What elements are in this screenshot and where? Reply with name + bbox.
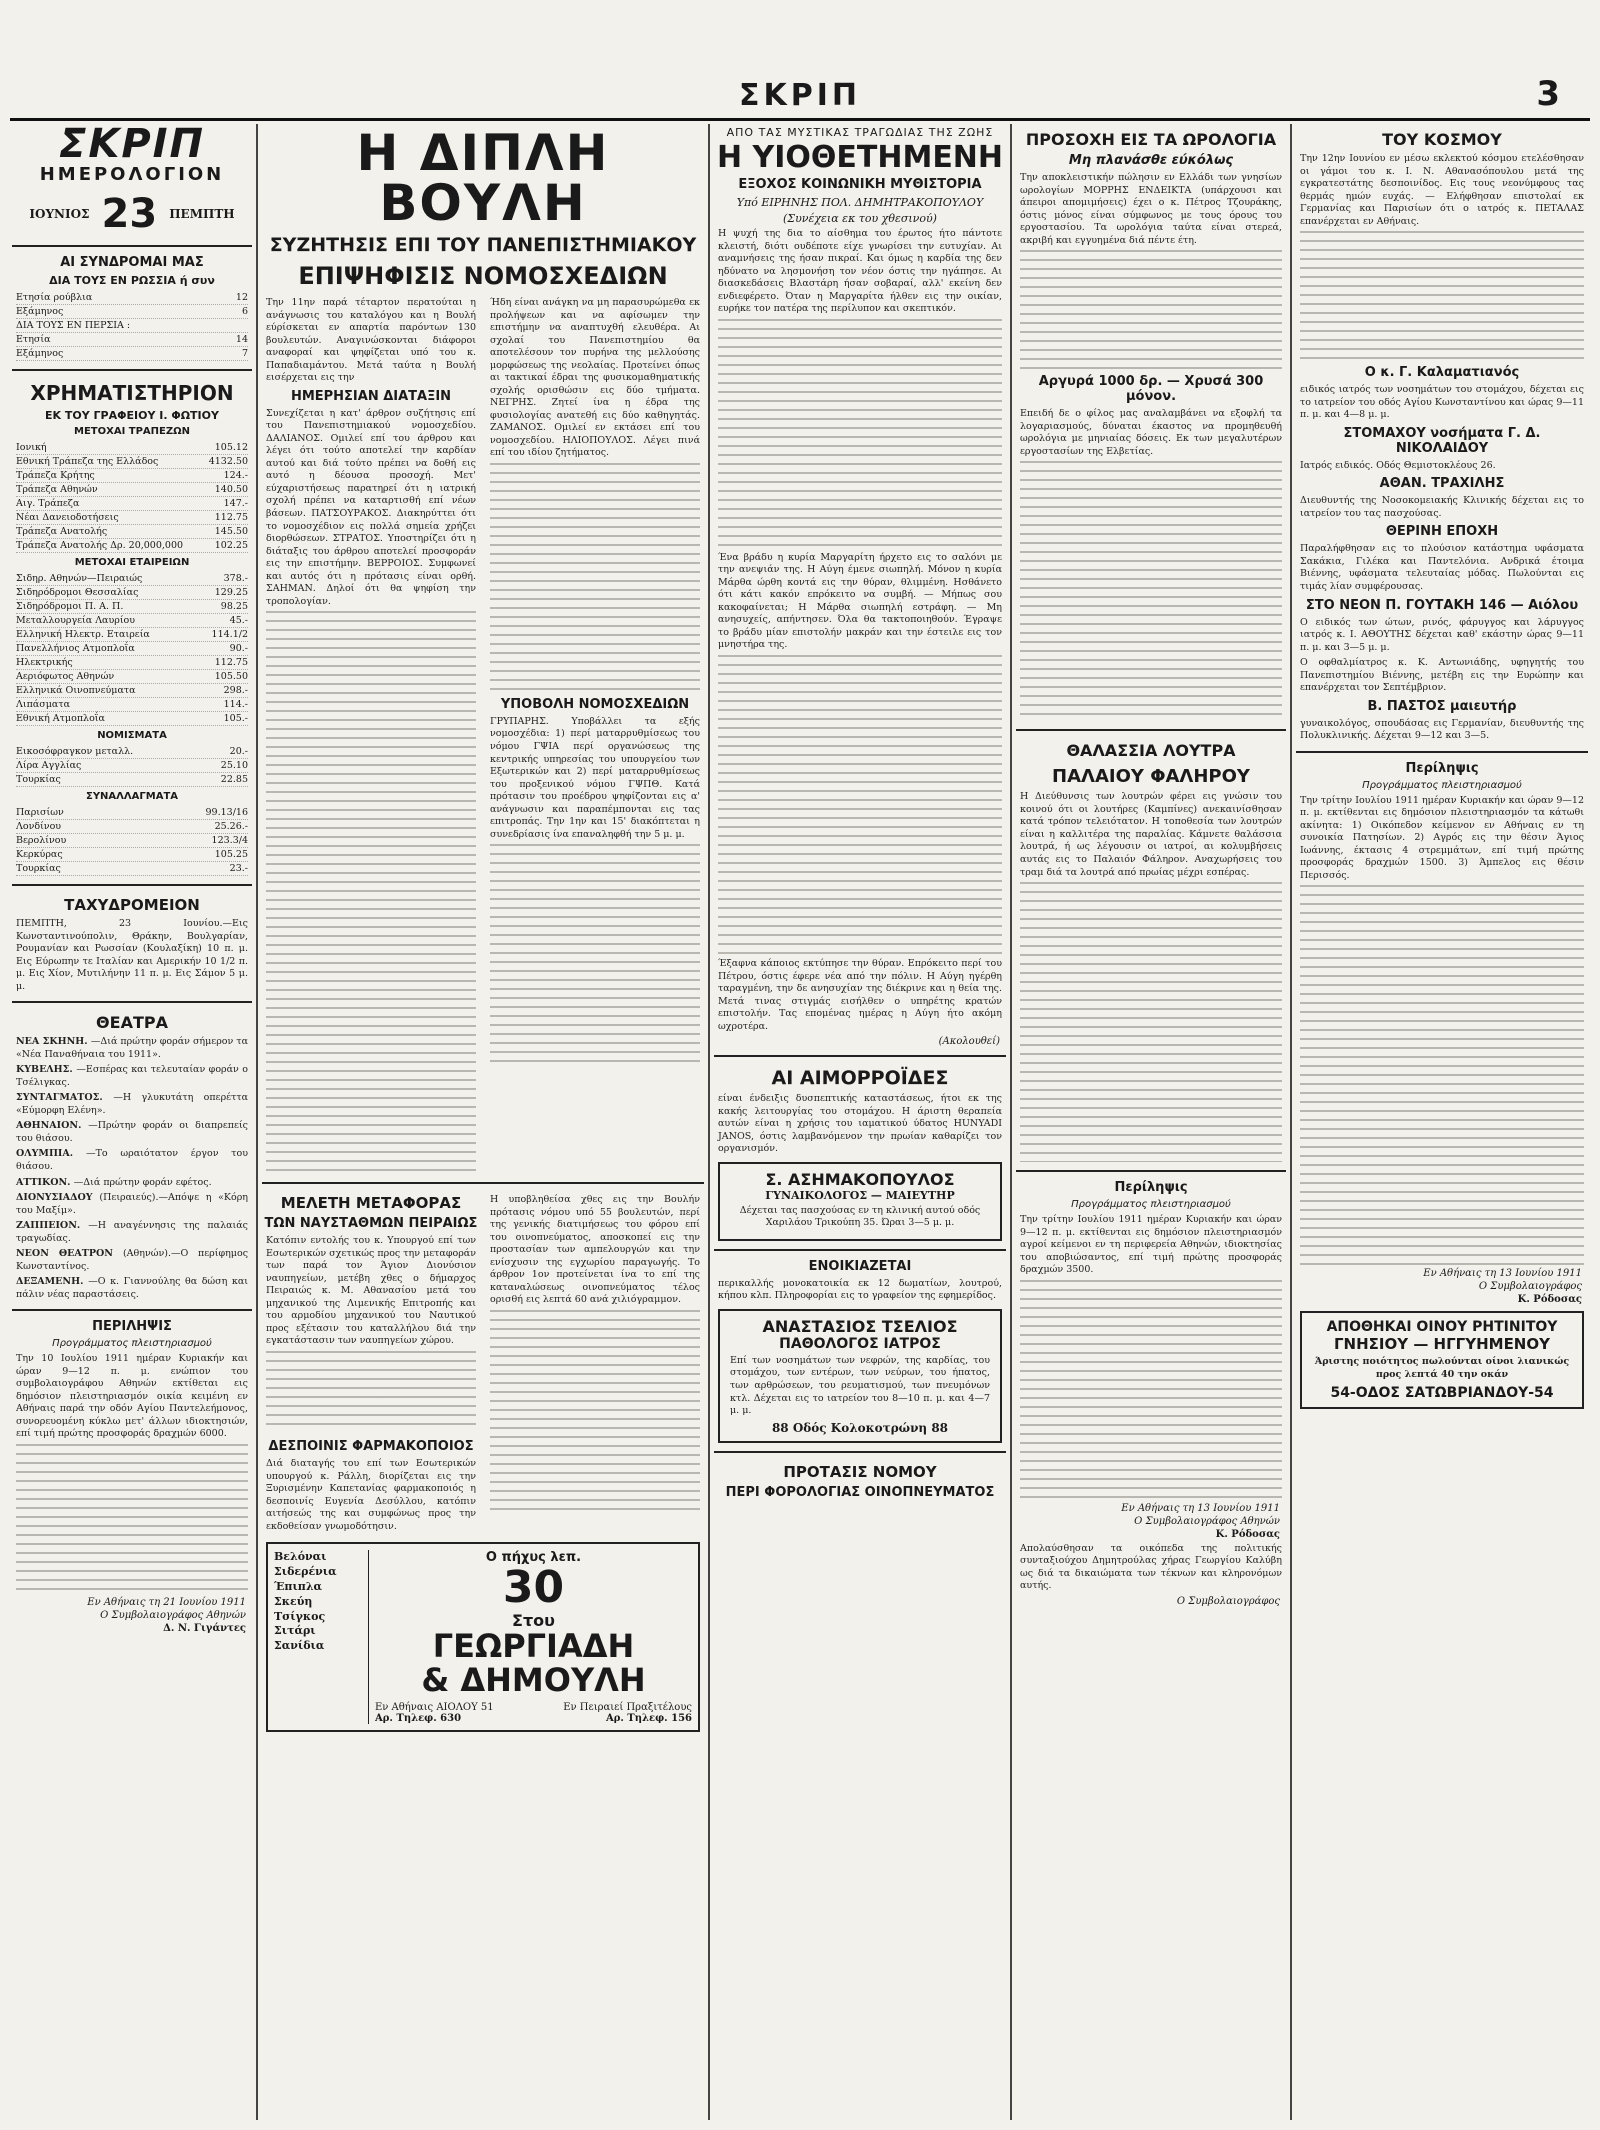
exchange-rate-label: Βερολίνου — [16, 835, 67, 846]
theatre-text: (Πειραιεύς).—Απόψε η «Κόρη του Μαξίμ». — [16, 1192, 248, 1216]
calendar-subtitle: ΗΜΕΡΟΛΟΓΙΟΝ — [39, 164, 225, 185]
program2-name: Κ. Ρόδοσας — [1517, 1294, 1582, 1306]
hemorrhoids-section — [714, 1055, 1006, 1156]
program-name: Κ. Ρόδοσας — [1215, 1528, 1280, 1540]
peril-subheading: Προγράμματος πλειστηριασμού — [52, 1338, 212, 1350]
page-number: 3 — [1536, 74, 1560, 114]
doctor-ad — [718, 1309, 1002, 1443]
program-sign: Ο Συμβολαιογράφος Αθηνών — [1134, 1515, 1280, 1527]
baths-section — [1016, 729, 1286, 1162]
company-share-label: Σιδηρ. Αθηνών—Πειραιώς — [16, 573, 143, 584]
column-rule — [1010, 124, 1012, 2120]
novel-headline: Η ΥΙΟΘΕΤΗΜΕΝΗ — [716, 140, 1004, 175]
company-share-value: 378.- — [223, 573, 248, 584]
company-share-value: 114.- — [223, 699, 248, 710]
theatre-text: —Πρώτην φοράν οι διαπρεπείς του θιάσου. — [16, 1120, 249, 1144]
doctor-name: ΑΝΑΣΤΑΣΙΟΣ ΤΣΕΛΙΟΣ — [762, 1316, 958, 1336]
subscription-label: Εξάμηνος — [16, 306, 64, 317]
gynecologist-title: ΓΥΝΑΙΚΟΛΟΓΟΣ — ΜΑΙΕΥΤΗΡ — [765, 1188, 955, 1202]
subscription-row — [16, 305, 248, 319]
column-rule — [256, 124, 258, 2120]
theatre-item — [16, 1276, 248, 1301]
bank-share-row — [16, 511, 248, 525]
exchange-rate-value: 25.26.- — [214, 821, 248, 832]
bank-share-label: Εθνική Τράπεζα της Ελλάδος — [16, 456, 159, 467]
watch-text-2: Επειδή δε ο φίλος μας αναλαμβάνει να εξοφλή τα λογαριασμούς, δύναται έκαστος να προμηθευθή ωρολόγια με μηνιαίας δόσεις. Εκ των μεγαλυτέρων εργοστασίων της Ελβετίας. — [1020, 408, 1282, 457]
column-society — [1296, 124, 1588, 2120]
subscription-label: ΔΙΑ ΤΟΥΣ ΕΝ ΠΕΡΣΙΑ : — [16, 320, 131, 331]
exchange-rate-label: Τουρκίας — [16, 863, 61, 874]
eye-doctor-text: Ο οφθαλμίατρος κ. Κ. Αντωνιάδης, υφηγητής του Πανεπιστημίου Βιέννης, μετέβη εις την Ευρώπην και επανέρχεται τον Σεπτέμβριον. — [1300, 657, 1584, 694]
company-share-row — [16, 698, 248, 712]
program2-section — [1296, 751, 1588, 1306]
bank-share-label: Τράπεζα Ανατολής — [16, 526, 108, 537]
doctor1-heading: Ο κ. Γ. Καλαματιανός — [1364, 365, 1520, 381]
wine-subheading: ΓΝΗΣΙΟΥ — ΗΓΓΥΗΜΕΝΟΥ — [1334, 1335, 1550, 1354]
program2-date: Εν Αθήναις τη 13 Ιουνίου 1911 — [1423, 1268, 1582, 1280]
fabric-ad-to: Στου — [512, 1611, 555, 1631]
peril-date: Εν Αθήναις τη 21 Ιουνίου 1911 — [87, 1597, 246, 1608]
subscription-value: 14 — [235, 334, 248, 345]
market-subheading: ΕΚ ΤΟΥ ΓΡΑΦΕΙΟΥ Ι. ΦΩΤΙΟΥ — [45, 409, 219, 422]
market-section — [12, 369, 252, 876]
bank-share-row — [16, 525, 248, 539]
watch-text: Την αποκλειστικήν πώλησιν εν Ελλάδι των γνησίων ωρολογίων ΜΟΡΡΗΣ ΕΝΔΕΙΚΤΑ (υπάρχουσι και άπειροι απομιμήσεις) έχει ο κ. Πέτρος Τζουράκης, όστις μόνος είναι σύμφωνος με τους όρους του εργοστασίου. Τα ωρολόγια ταύτα είναι στερεά, ακριβή και εγγυημένα διά πέντε έτη. — [1020, 172, 1282, 246]
theatre-item — [16, 1192, 248, 1217]
parliament-headline: Η ΔΙΠΛΗ ΒΟΥΛΗ — [356, 124, 610, 232]
bank-share-value: 102.25 — [214, 540, 248, 551]
novel-text-lines — [718, 319, 1002, 549]
fabric-ad-item-list — [274, 1550, 369, 1723]
wine-ad — [1300, 1311, 1584, 1408]
exchange-rate-value: 23.- — [229, 863, 248, 874]
subscriptions-heading: ΑΙ ΣΥΝΔΡΟΜΑΙ ΜΑΣ — [60, 255, 204, 270]
fabric-ad-phone-right: Αρ. Τηλεφ. 156 — [605, 1712, 692, 1724]
ent-doctor-text: Ο ειδικός των ώτων, ρινός, φάρυγγος και λάρυγγος ιατρός κ. Ι. ΑΘΟΥΤΗΣ δέχεται καθ' εκάστην ώρας 9—11 π. μ. και 3—5 μ. μ. — [1300, 616, 1584, 653]
calendar-month: ΙΟΥΝΙΟΣ — [29, 207, 90, 221]
theatre-name: ΑΘΗΝΑΙΟΝ. — [16, 1120, 89, 1132]
pharm-text: Διά διαταγής του επί των Εσωτερικών υπουργού κ. Ράλλη, διορίζεται εις την Ξυρισμένην Καπετανίας φαρμακοποιός η δεσποινίς Ευγενία Δεσύλλου, κατόπιν αιτήσεώς της και συμφώνως προς την εκδοθείσαν γνωμοδότησιν. — [266, 1458, 476, 1532]
parliament-subhead-2: ΕΠΙΨΗΦΙΣΙΣ ΝΟΜΟΣΧΕΔΙΩΝ — [298, 262, 668, 290]
company-share-value: 105.- — [223, 713, 248, 724]
theatre-text: —Εσπέρας και τελευταίαν φοράν ο Τσέλιγκας. — [16, 1064, 248, 1088]
fabric-ad-price: 30 — [502, 1562, 565, 1614]
bank-share-label: Τράπεζα Κρήτης — [16, 470, 95, 481]
exchange-rate-label: Παρισίων — [16, 807, 64, 818]
society-heading: ΤΟΥ ΚΟΣΜΟΥ — [1382, 130, 1502, 149]
theatre-item — [16, 1092, 248, 1117]
peril-text: Την 10 Ιουλίου 1911 ημέραν Κυριακήν και ώραν 9—12 π. μ. ενώπιον του συμβολαιογράφου Αθηνών εκτίθεται εις δημόσιον πλειστηριασμόν οικία κειμένη εν Αθήναις παρά την οδόν Αγίου Παντελεήμονος, συνορευομένη κύκλω μετ' άλλων ιδιοκτησιών, επί τιμή πρώτης προσφοράς δραχμών 6000. — [16, 1353, 248, 1440]
hemorrhoids-heading: ΑΙ ΑΙΜΟΡΡΟΪΔΕΣ — [771, 1067, 949, 1090]
novel-signoff: (Ακολουθεί) — [938, 1036, 1000, 1048]
parliament-lead: Την 11ην παρά τέταρτον περατούται η ανάγνωσις του καταλόγου και η Βουλή εύρίσκεται εν απαρτία παρόντων 130 βουλευτών. Αναγινώσκονται διάφοροι αναφοραί και ψηφίζεται υπό του κ. Παπαδιαμάντου. Μετά ταύτα η Βουλή εισέρχεται εις την — [266, 297, 476, 384]
novel-kicker: ΑΠΟ ΤΑΣ ΜΥΣΤΙΚΑΣ ΤΡΑΓΩΔΙΑΣ ΤΗΣ ΖΩΗΣ — [726, 126, 994, 139]
gyn-text: γυναικολόγος, σπουδάσας εις Γερμανίαν, διευθυντής της Πολυκλινικής. Δέχεται 9—12 και 3—5. — [1300, 717, 1584, 742]
tax-bill-heading: ΠΡΟΤΑΣΙΣ ΝΟΜΟΥ — [783, 1462, 937, 1481]
theatre-text: —Η γλυκυτάτη οπερέττα «Εύμορφη Ελένη». — [16, 1092, 248, 1116]
calendar-logo: ΣΚΡΙΠ — [59, 124, 205, 167]
company-share-label: Ηλεκτρικής — [16, 657, 73, 668]
theatre-name: ΝΕΟΝ ΘΕΑΤΡΟΝ — [16, 1248, 123, 1260]
calendar-day: 23 — [101, 191, 158, 237]
companies-list — [16, 572, 248, 726]
fx-heading: ΣΥΝΑΛΛΑΓΜΑΤΑ — [85, 791, 179, 802]
bank-share-label: Αιγ. Τράπεζα — [16, 498, 80, 509]
calendar-box — [12, 124, 252, 237]
parliament-text-lines-3 — [490, 844, 700, 1064]
company-share-row — [16, 614, 248, 628]
bank-share-row — [16, 483, 248, 497]
theatre-text: (Αθηνών).—Ο περίφημος Κωνσταντίνος. — [16, 1248, 249, 1272]
bank-share-label: Τράπεζα Ανατολής Δρ. 20,000,000 — [16, 540, 184, 551]
society-text-lines — [1300, 231, 1584, 361]
theatre-name: ΑΤΤΙΚΟΝ. — [16, 1176, 74, 1188]
exchange-rate-value: 123.3/4 — [211, 835, 248, 846]
tabled-bills-heading: ΥΠΟΒΟΛΗ ΝΟΜΟΣΧΕΔΙΩΝ — [500, 696, 690, 712]
fabric-ad-name-1: ΓΕΩΡΓΙΑΔΗ — [432, 1627, 635, 1666]
summer-text: Παραλήφθησαν εις το πλούσιον κατάστημα υφάσματα Σακάκια, Γιλέκα και Παντελόνια. Ανδρικά έτοιμα Βιέννης, υφάσματα τελευταίας μόδας. Πωλούνται εις τιμάς λίαν συμφέρουσας. — [1300, 543, 1584, 592]
fabric-ad — [266, 1542, 700, 1731]
study-heading: ΜΕΛΕΤΗ ΜΕΤΑΦΟΡΑΣ — [280, 1194, 462, 1213]
coin-row — [16, 773, 248, 787]
novel-body-2: Ένα βράδυ η κυρία Μαργαρίτη ήρχετο εις το σαλόνι με την ανεψιάν της. Η Αύγη έμενε σιωπηλή. Μόνον η κυρία Μάρθα ώρθη κοντά εις την θύραν, θλιμμένη. Ησθάνετο ότι κάτι κακόν επρόκειτο να συμβή. — Μήπως σου κακοφαίνεται; Η Μάρθα σιωπηλή εστράφη. — Μη ανησυχείς, απήντησεν. Όλα θα τακτοποιηθούν. Έγραψε το βράδυ μίαν επιστολήν μακράν και την έστειλε εις τον μνηστήρα της. — [718, 551, 1002, 651]
program-subheading: Προγράμματος πλειστηριασμού — [1071, 1199, 1231, 1211]
fabric-ad-top: Ο πήχυς λεπ. — [485, 1550, 582, 1566]
company-share-row — [16, 586, 248, 600]
bank-share-row — [16, 441, 248, 455]
day-order-heading: ΗΜΕΡΗΣΙΑΝ ΔΙΑΤΑΞΙΝ — [290, 388, 452, 404]
fabric-ad-addresses — [375, 1702, 692, 1713]
bank-share-value: 145.50 — [214, 526, 248, 537]
post-heading: ΤΑΧΥΔΡΟΜΕΙΟΝ — [64, 896, 200, 914]
theatre-item — [16, 1148, 248, 1173]
bank-share-value: 112.75 — [214, 512, 248, 523]
company-share-row — [16, 642, 248, 656]
subscriptions-list — [16, 291, 248, 361]
company-share-label: Εθνική Ατμοπλοΐα — [16, 713, 105, 724]
doctor2-text: Ιατρός ειδικός. Οδός Θεμιστοκλέους 26. — [1300, 459, 1496, 471]
subscription-row — [16, 347, 248, 361]
pharm-heading: ΔΕΣΠΟΙΝΙΣ ΦΑΡΜΑΚΟΠΟΙΟΣ — [268, 1439, 474, 1454]
bank-share-value: 147.- — [223, 498, 248, 509]
company-share-label: Λιπάσματα — [16, 699, 70, 710]
wine-heading: ΑΠΟΘΗΚΑΙ ΟΙΝΟΥ ΡΗΤΙΝΙΤΟΥ — [1326, 1319, 1558, 1336]
watch-prices: Αργυρά 1000 δρ. — Χρυσά 300 μόνον. — [1038, 374, 1264, 405]
novel-body-3: Έξαφνα κάποιος εκτύπησε την θύραν. Επρόκειτο περί του Πέτρου, όστις έφερε νέα από την πόλιν. Η Αύγη ηγέρθη ταραγμένη, την δε ανησυχίαν της διέκρινε και η θεία της. Μετά τινας στιγμάς εισήλθεν ο υπηρέτης κρατών επιστολήν. Τας επομένας ημέρας η Αύγη ήτο ακόμη ωχροτέρα. — [718, 957, 1002, 1032]
company-share-row — [16, 572, 248, 586]
bank-share-value: 105.12 — [214, 442, 248, 453]
clinic-text: Διευθυντής της Νοσοκομειακής Κλινικής δέχεται εις το ιατρείον του τας πασχούσας. — [1300, 495, 1584, 519]
banks-list — [16, 441, 248, 553]
novel-text-lines-2 — [718, 655, 1002, 955]
coins-list — [16, 745, 248, 787]
theatre-name: ΔΙΟΝΥΣΙΑΔΟΥ — [16, 1192, 100, 1204]
clinic-heading: ΑΘΑΝ. ΤΡΑΧΙΛΗΣ — [1379, 476, 1505, 492]
watch-text-lines-2 — [1020, 461, 1282, 721]
exchange-rate-value: 99.13/16 — [205, 807, 248, 818]
auction-sign: Ο Συμβολαιογράφος — [1176, 1595, 1280, 1607]
baths-heading: ΘΑΛΑΣΣΙΑ ΛΟΥΤΡΑ — [1066, 741, 1236, 761]
company-share-value: 298.- — [223, 685, 248, 696]
tax-continued: Η υποβληθείσα χθες εις την Βουλήν πρότασις νόμου υπό 55 βουλευτών, περί της γενικής διατιμήσεως του φόρου επί του οινοπνεύματος, αποσκοπεί εις την προστασίαν των αμπελουργών και την ενίσχυσιν της εγχωρίου παραγωγής. Το άρθρον 1ον προτείνεται ίνα το επί της καταναλώσεως οινοπνεύματος τέλος ορισθή εις λεπτά 60 ανά χιλιόγραμμον. — [490, 1194, 700, 1306]
exchange-rate-row — [16, 820, 248, 834]
banks-heading: ΜΕΤΟΧΑΙ ΤΡΑΠΕΖΩΝ — [74, 426, 190, 437]
baths-text-lines — [1020, 882, 1282, 1162]
study-text: Κατόπιν εντολής του κ. Υπουργού επί των Εσωτερικών σχετικώς προς την μεταφοράν των παρά τον Άγιον Διονύσιον ναυπηγείων, μετέβη χθες ο δήμαρχος Πειραιώς κ. Μ. Αθανασίου μετά του μηχανικού της Λιμενικής Επιτροπής και του αρμοδίου μηχανικού του Ναυτικού προς εξέτασιν του καταλλήλου διά την εγκατάστασιν των ναυπηγείων χώρου. — [266, 1235, 476, 1347]
exchange-rate-label: Λονδίνου — [16, 821, 62, 832]
fabric-ad-item: Σιτάρι — [274, 1624, 316, 1638]
bank-share-row — [16, 497, 248, 511]
companies-heading: ΜΕΤΟΧΑΙ ΕΤΑΙΡΕΙΩΝ — [74, 557, 190, 568]
company-share-row — [16, 656, 248, 670]
column-novel — [714, 124, 1006, 2120]
coins-heading: ΝΟΜΙΣΜΑΤΑ — [97, 730, 167, 741]
fabric-ad-phone-left: Αρ. Τηλεφ. 630 — [375, 1712, 462, 1724]
subscription-value: 12 — [235, 292, 248, 303]
column-rule — [708, 124, 710, 2120]
parliament-body-1: Συνεχίζεται η κατ' άρθρον συζήτησις επί του Πανεπιστημιακού νομοσχεδίου. ΔΑΛΙΑΝΟΣ. Ομιλεί επί του άρθρου και λέγει ότι τούτο αποτελεί την καρδίαν αυτού και διά τούτο πρέπει να δοθή εις αυτό η δέουσα προσοχή. Μετ' εύχαριστήσεως παρατηρεί ότι η ιατρική σχολή πρέπει να καταρτισθή επί νέων βάσεων. ΠΑΤΣΟΥΡΑΚΟΣ. Διακηρύττει ότι το νομοσχέδιον εις πολλά σημεία χρήζει διορθώσεων. ΣΤΡΑΤΟΣ. Υποστηρίζει ότι η διάταξις του άρθρου αποτελεί προσφοράν εις την επιστήμην. ΒΕΡΡΟΙΟΣ. Συμφωνεί και αυτός ότι η πρότασις είναι ορθή. ΣΑΗΜΑΝ. Δηλοί ότι θα ψηφίση την τροπολογίαν. — [266, 407, 476, 607]
program-text-lines — [1020, 1280, 1282, 1500]
exchange-rate-row — [16, 834, 248, 848]
subscription-label: Ετησία — [16, 334, 51, 345]
tax-bill-subheading: ΠΕΡΙ ΦΟΡΟΛΟΓΙΑΣ ΟΙΝΟΠΝΕΥΜΑΤΟΣ — [725, 1484, 995, 1500]
company-share-label: Σιδηρόδρομοι Θεσσαλίας — [16, 587, 139, 598]
tax-bill-section — [714, 1451, 1006, 1500]
summer-heading: ΘΕΡΙΝΗ ΕΠΟΧΗ — [1385, 524, 1499, 540]
bank-share-value: 4132.50 — [208, 456, 248, 467]
peril-text-lines — [16, 1444, 248, 1594]
watch-heading: ΠΡΟΣΟΧΗ ΕΙΣ ΤΑ ΩΡΟΛΟΓΙΑ — [1025, 130, 1277, 149]
coin-value: 20.- — [229, 746, 248, 757]
theatre-text: —Το ωραιότατον έργον του θιάσου. — [16, 1148, 248, 1172]
novel-byline: Υπό ΕΙΡΗΝΗΣ ΠΟΛ. ΔΗΜΗΤΡΑΚΟΠΟΥΛΟΥ — [736, 196, 984, 209]
exchange-rate-value: 105.25 — [214, 849, 248, 860]
baths-text: Η Διεύθυνσις των λουτρών φέρει εις γνώσιν του κοινού ότι οι λουτήρες (Καμπίνες) ανεκαινίσθησαν κατά τρόπον τελειότατον. Η τοποθεσία των λουτρών είναι η καλλιτέρα της παραλίας. Κάμνετε θαλάσσια λουτρά, ή ως λέγουσιν οι ιατροί, αι κολυμβήσεις αυτάς εις το Παλαιόν Φάληρον. Αναχωρήσεις του τραμ διά τα λουτρά από πρωίας μέχρι εσπέρας. — [1020, 791, 1282, 878]
fabric-ad-address-left: Εν Αθήναις ΑΙΟΛΟΥ 51 — [375, 1701, 494, 1713]
program-text: Την τρίτην Ιουλίου 1911 ημέραν Κυριακήν και ώραν 9—12 π. μ. εκτίθενται εις δημόσιον πλειστηριασμόν αγροί κείμενοι εν τη περιφερεία Αθηνών, ιδιοκτησίας του αποβιώσαντος, επί τιμή πρώτης προσφοράς δραχμών 3500. — [1020, 1214, 1282, 1276]
study-text-lines — [266, 1351, 476, 1431]
masthead-rule — [10, 118, 1590, 121]
tax-text-lines — [490, 1310, 700, 1510]
lower-articles — [262, 1182, 704, 1536]
company-share-row — [16, 600, 248, 614]
theatre-name: ΟΛΥΜΠΙΑ. — [16, 1148, 87, 1160]
calendar-weekday: ΠΕΜΠΤΗ — [169, 207, 235, 221]
column-calendar — [12, 124, 252, 2120]
novel-continued: (Συνέχεια εκ του χθεσινού) — [783, 212, 937, 225]
doctor-title: ΠΑΘΟΛΟΓΟΣ ΙΑΤΡΟΣ — [779, 1335, 941, 1352]
fabric-ad-phones — [375, 1713, 692, 1724]
parliament-subhead: ΣΥΖΗΤΗΣΙΣ ΕΠΙ ΤΟΥ ΠΑΝΕΠΙΣΤΗΜΙΑΚΟΥ — [269, 234, 697, 256]
parliament-body-2: Ήδη είναι ανάγκη να μη παρασυρώμεθα εκ προλήψεων και να αφίσωμεν την επιστήμην να αναπτυχθή ελευθέρα. Αι σχολαί του Πανεπιστημίου θα αποτελέσουν τον πυρήνα της μελλούσης μορφώσεως της νεολαίας. Προτείνει όπως αι τακτικαί έδραι της φυσικομαθηματικής σχολής ορισθώσιν εις δύο τμήματα. ΝΕΓΡΗΣ. Ζητεί ίνα η έδρα της φυσιολογίας ανατεθή εις δύο καθηγητάς. ΖΑΜΑΝΟΣ. Ομιλεί εν εκτάσει επί του νομοσχεδίου. ΗΛΙΟΠΟΥΛΟΣ. Λέγει πινά επί του ιδίου ζητήματος. — [490, 297, 700, 459]
wine-address: 54-ΟΔΟΣ ΣΑΤΩΒΡΙΑΝΔΟΥ-54 — [1330, 1384, 1554, 1401]
theatre-item — [16, 1248, 248, 1273]
doctor-text: Επί των νοσημάτων των νεφρών, της καρδίας, του στομάχου, των εντέρων, των νεύρων, του ήπατος, των αρθρώσεων, του ρευματισμού, των πνευμόνων κτλ. Δέχεται εις το ιατρείον του 8—10 π. μ. και 4—7 μ. μ. — [730, 1354, 990, 1417]
company-share-value: 45.- — [229, 615, 248, 626]
coin-label: Εικοσόφραγκον μεταλλ. — [16, 746, 134, 757]
gynecologist-text: Δέχεται τας πασχούσας εν τη κλινική αυτού οδός Χαριλάου Τρικούπη 35. Ώραι 3—5 μ. μ. — [739, 1204, 981, 1229]
masthead-title: ΣΚΡΙΠ — [739, 78, 861, 113]
program2-text-lines — [1300, 885, 1584, 1265]
program2-subheading: Προγράμματος πλειστηριασμού — [1362, 779, 1522, 791]
program2-text: Την τρίτην Ιουλίου 1911 ημέραν Κυριακήν και ώραν 9—12 π. μ. εκτίθενται εις δημόσιον πλειστηριασμόν τα κάτωθι ακίνητα: 1) Οικόπεδον κείμενον εν Αθήναις εν τη συνοικία Πατησίων. 2) Αγρός εις την θέσιν Άγιος Ιωάννης, έκτασις 4 στρεμμάτων, επί τιμή πρώτης προσφοράς δραχμών 1500. 3) Άμπελος εις θέσιν Περισσός. — [1300, 794, 1584, 881]
coin-row — [16, 745, 248, 759]
doctor2-heading: ΣΤΟΜΑΧΟΥ νοσήματα Γ. Δ. ΝΙΚΟΛΑΙΔΟΥ — [1343, 425, 1541, 456]
auction-text: Απολαύσθησαν τα οικόπεδα της πολιτικής συνταξιούχου Δημητρούλας χήρας Γεωργίου Καλύβη ως διά τα δικαιώματα των τέκνων και κληρονόμων αυτής. — [1020, 1542, 1282, 1592]
fabric-ad-item: Σιδερένια — [274, 1565, 337, 1579]
market-heading: ΧΡΗΜΑΤΙΣΤΗΡΙΟΝ — [30, 381, 234, 405]
theatre-text: —Η αναγέννησις της παλαιάς τραγωδίας. — [16, 1220, 248, 1244]
exchange-rate-label: Κερκύρας — [16, 849, 63, 860]
bank-share-row — [16, 455, 248, 469]
company-share-value: 98.25 — [220, 601, 248, 612]
post-text: ΠΕΜΠΤΗ, 23 Ιουνίου.—Εις Κωνσταντινούπολιν, Θράκην, Βουλγαρίαν, Ρουμανίαν και Ρωσσίαν (Κουλαξίκη) 10 π. μ. Εις Εύρωπην τε Ιταλίαν και Αμερικήν 10 1/2 π. μ. Εις Χίον, Μυτιλήνην 11 π. μ. Εις Σάμον 5 μ. μ. — [16, 918, 248, 992]
company-share-label: Σιδηρόδρομοι Π. Α. Π. — [16, 601, 124, 612]
fabric-ad-item: Έπιπλα — [274, 1579, 323, 1593]
bank-share-value: 140.50 — [214, 484, 248, 495]
theatre-heading: ΘΕΑΤΡΑ — [96, 1013, 168, 1033]
coin-label: Λίρα Αγγλίας — [16, 760, 82, 771]
program-heading: Περίληψις — [1114, 1180, 1188, 1196]
theatre-list — [12, 1036, 252, 1301]
peril-sign: Ο Συμβολαιογράφος Αθηνών — [100, 1610, 246, 1621]
column-rule — [1290, 124, 1292, 2120]
program2-heading: Περίληψις — [1405, 760, 1479, 776]
theatre-text: —Διά πρώτην φοράν σήμερον τα «Νέα Παναθήναια του 1911». — [16, 1036, 249, 1060]
theatre-item — [16, 1120, 248, 1145]
rent-heading: ΕΝΟΙΚΙΑΖΕΤΑΙ — [808, 1258, 912, 1274]
peril-heading: ΠΕΡΙΛΗΨΙΣ — [92, 1319, 172, 1335]
fabric-ad-item: Βελόναι — [274, 1550, 327, 1564]
parliament-body-3: ΓΡΥΠΑΡΗΣ. Υποβάλλει τα εξής νομοσχέδια: 1) περί ματαρρυθμίσεως του νόμου ΓΨΙΑ περί οργανώσεως της κεντρικής υπηρεσίας του υπουργείου των Εξωτερικών και 2) περί ματαρρυθμίσεως του προξενικού νόμου ΓΨΠΘ. Κατά πρότασιν του προέδρου ψηφίζονται εις α' ανάγνωσιν και παραπέμπονται εις τας επιτροπάς. Την 1ην και 15' διακόπτεται η συνεδρίασις ίνα επαναληφθή την 5 μ. μ. — [490, 715, 700, 840]
baths-subheading: ΠΑΛΑΙΟΥ ΦΑΛΗΡΟΥ — [1052, 766, 1250, 788]
company-share-label: Μεταλλουργεία Λαυρίου — [16, 615, 136, 626]
gynecologist-name: Σ. ΑΣΗΜΑΚΟΠΟΥΛΟΣ — [765, 1169, 955, 1189]
theatre-name: ΝΕΑ ΣΚΗΝΗ. — [16, 1036, 91, 1048]
study-subheading: ΤΩΝ ΝΑΥΣΤΑΘΜΩΝ ΠΕΙΡΑΙΩΣ — [264, 1216, 478, 1232]
company-share-row — [16, 684, 248, 698]
company-share-value: 112.75 — [214, 657, 248, 668]
coin-row — [16, 759, 248, 773]
gyn-heading: Β. ΠΑΣΤΟΣ μαιευτήρ — [1367, 698, 1517, 714]
hemorrhoids-text: είναι ένδειξις δυσπεπτικής καταστάσεως, ήτοι εκ της κακής λειτουργίας του στομάχου. Η άριστη θεραπεία αυτών είναι η χρήσις του ιαματικού ύδατος HUNYADI JANOS, όστις λαμβανόμενον την πρωίαν καθαρίζει τον οργανισμόν. — [718, 1093, 1002, 1155]
coin-value: 22.85 — [220, 774, 248, 785]
coin-value: 25.10 — [220, 760, 248, 771]
fabric-ad-name-2: & ΔΗΜΟΥΛΗ — [421, 1660, 646, 1699]
fabric-ad-item: Σκεύη — [274, 1594, 313, 1608]
fx-list — [16, 806, 248, 876]
company-share-label: Αεριόφωτος Αθηνών — [16, 671, 115, 682]
society-text: Την 12ην Ιουνίου εν μέσω εκλεκτού κόσμου ετελέσθησαν οι γάμοι του κ. Ι. Ν. Αθανασόπουλου μετά της εγκρατεστάτης δεσποινίδος. Εις τους νεονύμφους τας θερμάς ημών ευχάς. — Ελήφθησαν επιστολαί εκ Γερμανίας και Παρισίων ότι ο ιατρός κ. ΠΕΤΑΛΑΣ επανέρχεται εν Αθήναις. — [1300, 153, 1584, 227]
company-share-value: 129.25 — [214, 587, 248, 598]
exchange-rate-row — [16, 848, 248, 862]
company-share-row — [16, 712, 248, 726]
watch-text-lines — [1020, 250, 1282, 370]
theatre-name: ΚΥΒΕΛΗΣ. — [16, 1064, 77, 1076]
theatre-item — [16, 1177, 248, 1190]
exchange-rate-row — [16, 806, 248, 820]
subscriptions-section — [12, 245, 252, 361]
program2-sign: Ο Συμβολαιογράφος — [1478, 1281, 1582, 1293]
parliament-text-lines — [266, 611, 476, 1171]
bank-share-label: Ιονική — [16, 442, 47, 453]
company-share-label: Πανελλήνιος Ατμοπλοΐα — [16, 643, 135, 654]
company-share-row — [16, 670, 248, 684]
parliament-text-lines-2 — [490, 463, 700, 693]
peril-name: Δ. Ν. Γιγάντες — [163, 1623, 246, 1634]
bank-share-label: Νέαι Δανειοδοτήσεις — [16, 512, 119, 523]
theatre-text: —Ο κ. Γιαννούλης θα δώση και πάλιν νέας παραστάσεις. — [16, 1276, 248, 1300]
theatre-text: —Διά πρώτην φοράν εφέτος. — [73, 1176, 212, 1188]
wine-text: Άριστης ποιότητος πωλούνται οίνοι λιανικώς προς λεπτά 40 την οκάν — [1314, 1356, 1570, 1380]
theatre-name: ΔΕΞΑΜΕΝΗ. — [16, 1276, 89, 1288]
post-section — [12, 884, 252, 993]
doctor1-text: ειδικός ιατρός των νοσημάτων του στομάχου, δέχεται εις το ιατρείον του οδός Αγίου Κωνσταντίνου και ώρας 9—11 π. μ. και 4—8 μ. μ. — [1300, 384, 1584, 421]
company-share-value: 90.- — [229, 643, 248, 654]
company-share-label: Ελληνικά Οινοπνεύματα — [16, 685, 136, 696]
subscriptions-subheading: ΔΙΑ ΤΟΥΣ ΕΝ ΡΩΣΣΙΑ ή συν — [49, 274, 215, 287]
company-share-label: Ελληνική Ηλεκτρ. Εταιρεία — [16, 629, 150, 640]
bank-share-label: Τράπεζα Αθηνών — [16, 484, 98, 495]
theatre-section — [12, 1001, 252, 1301]
column-watches — [1016, 124, 1286, 2120]
fabric-ad-address-right: Εν Πειραιεί Πραξιτέλους — [563, 1701, 692, 1713]
theatre-item — [16, 1220, 248, 1245]
theatre-name: ΣΥΝΤΑΓΜΑΤΟΣ. — [16, 1092, 114, 1104]
theatre-item — [16, 1064, 248, 1089]
rent-section — [714, 1249, 1006, 1303]
company-share-row — [16, 628, 248, 642]
gynecologist-ad — [718, 1162, 1002, 1241]
bank-share-row — [16, 539, 248, 553]
novel-body-1: Η ψυχή της δια το αίσθημα του έρωτος ήτο πάντοτε κλειστή, διότι ουδέποτε είχε γνωρίσει την ευτυχίαν. Αι αναμνήσεις της ήσαν πικραί. Και όμως η καρδία της δεν ηδύνατο να λησμονήση τον νέον όστις την ηγάπησε. Αι διασκεδάσεις Βλαστάρη ήσαν σοβαραί, αλλ' εκείνη δεν ενδιεφέρετο. Όταν η Μαργαρίτα ήλθεν εις την οικίαν, ευρήκε τον πατέρα της περίλυπον και σκεπτικόν. — [718, 228, 1002, 315]
subscription-value: 7 — [241, 348, 248, 359]
peril-section — [12, 1309, 252, 1634]
subscription-row — [16, 319, 248, 333]
bank-share-value: 124.- — [223, 470, 248, 481]
coin-label: Τουρκίας — [16, 774, 61, 785]
theatre-item — [16, 1036, 248, 1061]
parliament-article — [262, 294, 704, 1174]
bank-share-row — [16, 469, 248, 483]
calendar-date — [12, 191, 252, 237]
subscription-value: 6 — [241, 306, 248, 317]
novel-subhead: ΕΞΟΧΟΣ ΚΟΙΝΩΝΙΚΗ ΜΥΘΙΣΤΟΡΙΑ — [738, 177, 982, 192]
program-date: Εν Αθήναις τη 13 Ιουνίου 1911 — [1121, 1502, 1280, 1514]
rent-text: περικαλλής μονοκατοικία εκ 12 δωματίων, λουτρού, κήπου κλπ. Πληροφορίαι εις το γραφείον της εφημερίδος. — [718, 1277, 1002, 1302]
shop-address: ΣΤΟ ΝΕΟΝ Π. ΓΟΥΤΑΚΗ 146 — Αιόλου — [1305, 597, 1579, 613]
program-section — [1016, 1170, 1286, 1607]
subscription-label: Εξάμηνος — [16, 348, 64, 359]
subscription-label: Ετησία ρούβλια — [16, 292, 93, 303]
theatre-name: ΖΑΠΠΕΙΟΝ. — [16, 1220, 89, 1232]
company-share-value: 114.1/2 — [211, 629, 248, 640]
column-parliament — [262, 124, 704, 2120]
subscription-row — [16, 291, 248, 305]
company-share-value: 105.50 — [214, 671, 248, 682]
subscription-row — [16, 333, 248, 347]
exchange-rate-row — [16, 862, 248, 876]
doctor-address: 88 Οδός Κολοκοτρώνη 88 — [771, 1420, 949, 1435]
watch-subheading: Μη πλανάσθε εύκόλως — [1068, 153, 1234, 168]
fabric-ad-item: Τσίγκος — [274, 1609, 326, 1623]
masthead — [0, 0, 1600, 114]
fabric-ad-item: Σανίδια — [274, 1639, 325, 1653]
